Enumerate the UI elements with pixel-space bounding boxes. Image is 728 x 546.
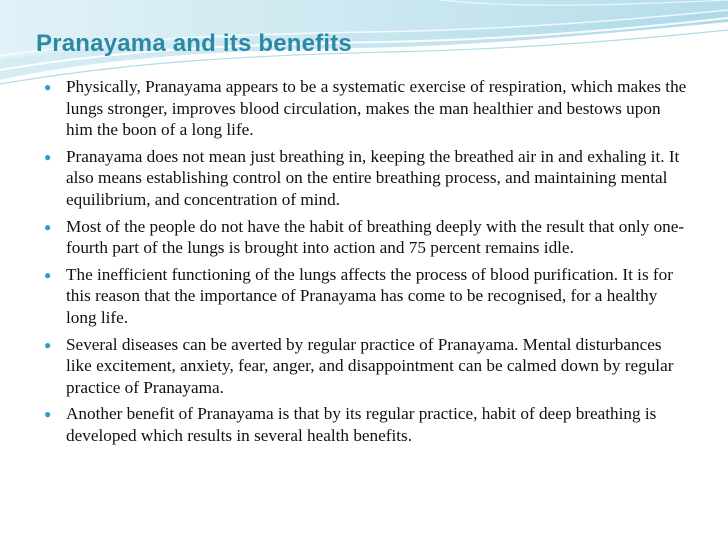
- bullet-icon: ●: [44, 337, 52, 352]
- bullet-text: Pranayama does not mean just breathing in, keeping the breathed air in and exhaling it. It also means establishing control on the entire breathing process, and maintaining mental equilibrium, and concentration of mind.: [66, 146, 680, 209]
- slide-title: Pranayama and its benefits: [36, 30, 352, 57]
- bullet-text: Several diseases can be averted by regular practice of Pranayama. Mental disturbances like excitement, anxiety, fear, anger, and disappointment can be calmed down by regular practice of Pranayama.: [66, 334, 674, 397]
- bullet-icon: ●: [44, 149, 52, 164]
- bullet-text: Another benefit of Pranayama is that by its regular practice, habit of deep breathing is developed which results in several health benefits.: [66, 404, 657, 445]
- bullet-icon: ●: [44, 80, 52, 94]
- bullet-icon: ●: [44, 219, 52, 234]
- bullet-text: The inefficient functioning of the lungs affects the process of blood purification. It is for this reason that the importance of Pranayama has come to be recognised, for a healthy long life.: [66, 264, 673, 327]
- bullet-text: Most of the people do not have the habit of breathing deeply with the result that only one-fourth part of the lungs is brought into action and 75 percent remains idle.: [66, 216, 685, 258]
- bullet-list: [40, 76, 690, 452]
- bullet-item: [40, 264, 690, 329]
- bullet-text: Physically, Pranayama appears to be a systematic exercise of respiration, which makes the lungs stronger, improves blood circulation, makes the man healthier and bestows upon him the boon of a long life.: [66, 77, 687, 140]
- bullet-item: [40, 334, 690, 399]
- bullet-icon: ●: [44, 267, 52, 282]
- bullet-item: [40, 403, 690, 446]
- bullet-item: [40, 216, 690, 259]
- bullet-item: [40, 76, 690, 141]
- bullet-icon: ●: [44, 407, 52, 422]
- bullet-item: [40, 146, 690, 211]
